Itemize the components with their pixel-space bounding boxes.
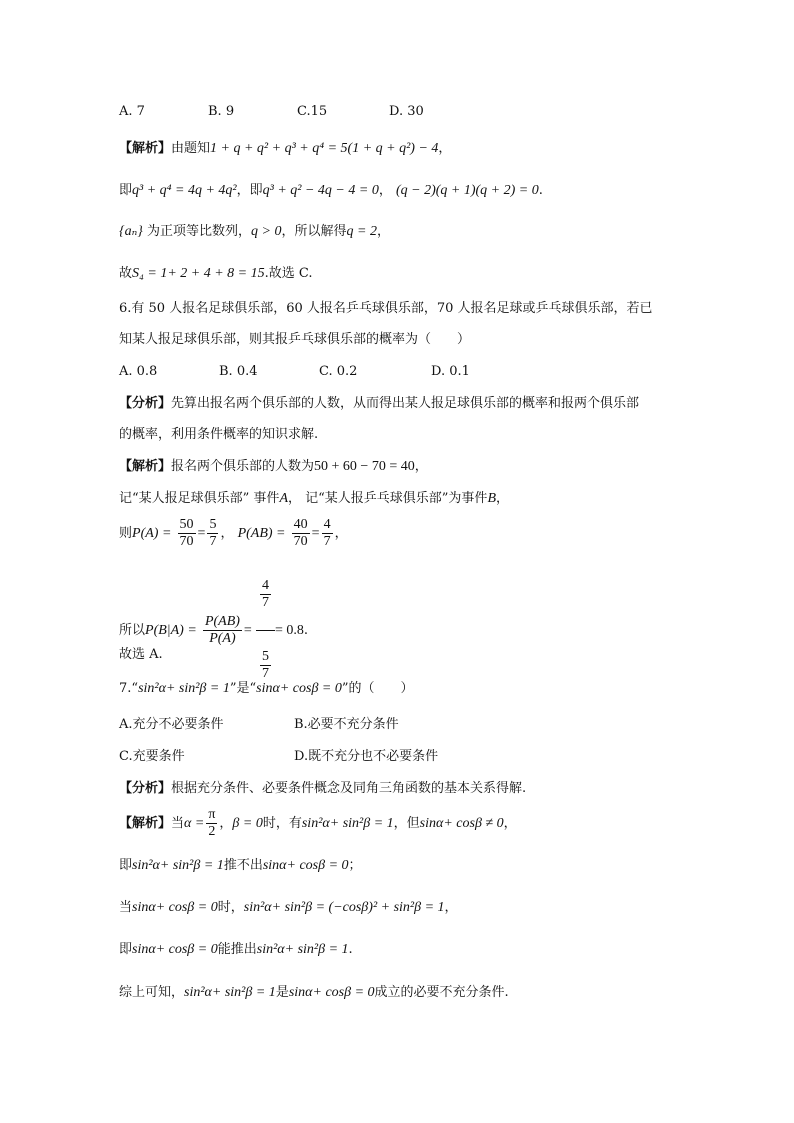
text: 即	[119, 183, 133, 198]
numerator: π	[208, 807, 216, 822]
numerator: 40	[293, 517, 308, 532]
q5-option-b: B. 9	[208, 104, 235, 119]
q6-jiexi-tag: 【解析】	[119, 459, 172, 474]
equation: B	[487, 491, 496, 506]
text: 能推出	[217, 942, 257, 957]
q7-option-d: D.既不充分也不必要条件	[294, 749, 439, 764]
equals: =	[197, 526, 206, 541]
denominator: 70	[179, 534, 194, 549]
text: 是	[275, 985, 289, 1000]
text: ”是“	[229, 681, 257, 696]
q6-option-d: D. 0.1	[431, 364, 470, 379]
q6-jiexi-line-2: 记“某人报足球俱乐部” 事件A， 记“某人报乒乓球俱乐部”为事件B，	[119, 491, 510, 506]
q5-analysis-line-2: 即q³ + q⁴ = 4q + 4q²，即q³ + q² − 4q − 4 = 0， (q − 2)(q + 1)(q + 2) = 0.	[119, 183, 543, 198]
q6-option-c: C. 0.2	[319, 364, 358, 379]
denominator: 7	[323, 534, 331, 549]
text: 则	[119, 526, 133, 541]
q5-analysis-tag: 【解析】	[119, 141, 172, 156]
equation: (q − 2)(q + 1)(q + 2) = 0	[395, 183, 539, 198]
equation: sinα+ cosβ ≠ 0	[419, 816, 504, 831]
fraction	[207, 517, 218, 550]
denominator: 70	[293, 534, 308, 549]
fraction	[203, 614, 242, 647]
equation: A	[279, 491, 288, 506]
numerator: 4	[261, 578, 269, 594]
text: 时，	[217, 900, 244, 915]
equation: sin²α+ sin²β = 1	[132, 858, 224, 873]
text: 推不出	[223, 858, 263, 873]
text: 由题知	[171, 141, 211, 156]
equation: sin²α+ sin²β = (−cosβ)² + sin²β = 1	[243, 900, 445, 915]
q7-stem	[119, 680, 414, 698]
text: 即	[119, 858, 133, 873]
text: 综上可知，	[119, 985, 185, 1000]
fraction	[260, 578, 271, 611]
denominator: 7	[261, 666, 269, 682]
fraction	[292, 517, 310, 550]
fraction	[178, 517, 196, 550]
q6-option-b: B. 0.4	[219, 364, 258, 379]
q7-jiexi-line-4: 即sinα+ cosβ = 0能推出sin²α+ sin²β = 1.	[119, 942, 353, 957]
text: 即	[119, 942, 133, 957]
equation: q > 0	[251, 224, 282, 239]
equals: =	[311, 526, 320, 541]
q7-option-a: A.充分不必要条件	[119, 717, 224, 732]
equation: {aₙ}	[119, 224, 143, 239]
q6-stem-line-2: 知某人报足球俱乐部，则其报乒乓球俱乐部的概率为（ ）	[119, 332, 471, 347]
text: 故	[119, 266, 133, 281]
q6-stem-line-1: 6.有 50 人报名足球俱乐部，60 人报名乒乓球俱乐部，70 人报名足球或乒乓球俱乐部，若已	[119, 301, 653, 316]
text: ”的（ ）	[341, 681, 414, 696]
q7-jiexi-line-3: 当sinα+ cosβ = 0时，sin²α+ sin²β = (−cosβ)² + sin²β = 1，	[119, 900, 458, 915]
text: 先算出报名两个俱乐部的人数，从而得出某人报足球俱乐部的概率和报两个俱乐部	[171, 396, 640, 411]
text: 成立的必要不充分条件.	[374, 985, 509, 1000]
denominator: P(A)	[209, 631, 236, 646]
fraction	[206, 807, 217, 840]
denominator: 2	[208, 824, 216, 839]
equation: sinα+ cosβ = 0	[132, 942, 218, 957]
numerator: 50	[179, 517, 194, 532]
equation: sinα+ cosβ = 0	[288, 985, 375, 1000]
text: 当	[119, 900, 133, 915]
text: 时，有	[262, 816, 302, 831]
q5-option-d: D. 30	[389, 104, 424, 119]
text: 记“某人报足球俱乐部” 事件	[119, 491, 280, 506]
equation: P(B|A) =	[145, 623, 197, 638]
equation: q³ + q⁴ = 4q + 4q²	[132, 183, 237, 198]
text: ， 记“某人报乒乓球俱乐部”为事件	[288, 491, 488, 506]
text: 当	[171, 816, 185, 831]
numerator: 5	[261, 649, 269, 665]
text: ，	[219, 816, 233, 831]
result: = 0.8	[274, 623, 304, 638]
equation: 1 + q + q² + q³ + q⁴ = 5(1 + q + q²) − 4	[210, 141, 439, 156]
equation: P(AB) =	[237, 526, 286, 541]
equation: q³ + q² − 4q − 4 = 0	[262, 183, 379, 198]
q5-option-c: C.15	[297, 104, 328, 119]
text: .故选 C.	[264, 266, 313, 281]
text: ，即	[236, 183, 263, 198]
equation: sin²α+ sin²β = 1	[138, 681, 230, 696]
q6-fenxi-line-2: 的概率，利用条件概率的知识求解.	[119, 427, 319, 442]
denominator: 7	[261, 595, 269, 611]
equation: sin²α+ sin²β = 1	[301, 816, 394, 831]
q6-fenxi-line-1	[119, 395, 639, 413]
numerator: 4	[323, 517, 331, 532]
equation: sin²α+ sin²β = 1	[256, 942, 349, 957]
equation: S₄ = 1+ 2 + 4 + 8 = 15	[132, 266, 265, 281]
text: 7.“	[119, 681, 139, 696]
q6-fenxi-tag: 【分析】	[119, 396, 172, 411]
text: 根据充分条件、必要条件概念及同角三角函数的基本关系得解.	[171, 781, 527, 796]
equation: sin²α+ sin²β = 1	[184, 985, 276, 1000]
text: 所以	[119, 623, 146, 638]
q7-jiexi-line-2	[119, 857, 362, 875]
text: 为正项等比数列，	[147, 224, 252, 239]
denominator: 7	[209, 534, 217, 549]
q6-jiexi-line-4: 所以P(B|A) = $\frac{P(AB)}{P(A)}$ = $\frac{\frac{4}{7}}{\frac{5}{7}}$ = 0.8.	[119, 560, 308, 701]
numerator: P(AB)	[204, 614, 240, 629]
q6-conclusion: 故选 A.	[119, 647, 163, 662]
equation: P(A) =	[132, 526, 172, 541]
q5-analysis-line-1: 【解析】由题知1 + q + q² + q³ + q⁴ = 5(1 + q + q²) − 4，	[119, 141, 452, 156]
q7-fenxi-tag: 【分析】	[119, 781, 172, 796]
equation: 50 + 60 − 70 = 40	[314, 459, 415, 474]
q7-option-b: B.必要不充分条件	[294, 717, 399, 732]
equation: sinα+ cosβ = 0	[256, 681, 342, 696]
equation: sinα+ cosβ = 0	[262, 858, 349, 873]
q5-analysis-line-4	[119, 265, 313, 283]
text: ，但	[393, 816, 420, 831]
q7-jiexi-line-5	[119, 984, 509, 1002]
fraction	[322, 517, 333, 550]
equation: α =	[184, 816, 205, 831]
q5-option-a: A. 7	[119, 104, 145, 119]
equation: β = 0	[232, 816, 263, 831]
q5-analysis-line-3: {aₙ} 为正项等比数列，q > 0，所以解得q = 2，	[119, 224, 390, 239]
q6-jiexi-line-3: 则P(A) = $\frac{50}{70}$ = $\frac{5}{7}$ ， P(AB) = $\frac{40}{70}$ = $\frac{4}{7}$ ，	[119, 517, 348, 549]
q7-option-c: C.充要条件	[119, 749, 185, 764]
text: ，所以解得	[281, 224, 347, 239]
q7-fenxi	[119, 780, 526, 798]
text: ；	[348, 858, 362, 873]
fraction	[260, 649, 271, 682]
q6-jiexi-line-1: 【解析】报名两个俱乐部的人数为50 + 60 − 70 = 40，	[119, 459, 428, 474]
text: 报名两个俱乐部的人数为	[171, 459, 315, 474]
equation: q = 2	[346, 224, 377, 239]
q6-option-a: A. 0.8	[119, 364, 158, 379]
numerator: 5	[209, 517, 217, 532]
q7-jiexi-tag: 【解析】	[119, 816, 172, 831]
q7-jiexi-line-1: 【解析】当α = $\frac{\pi}{2}$ ，β = 0时，有sin²α+ sin²β = 1，但sinα+ cosβ ≠ 0，	[119, 807, 517, 839]
equation: sinα+ cosβ = 0	[132, 900, 218, 915]
